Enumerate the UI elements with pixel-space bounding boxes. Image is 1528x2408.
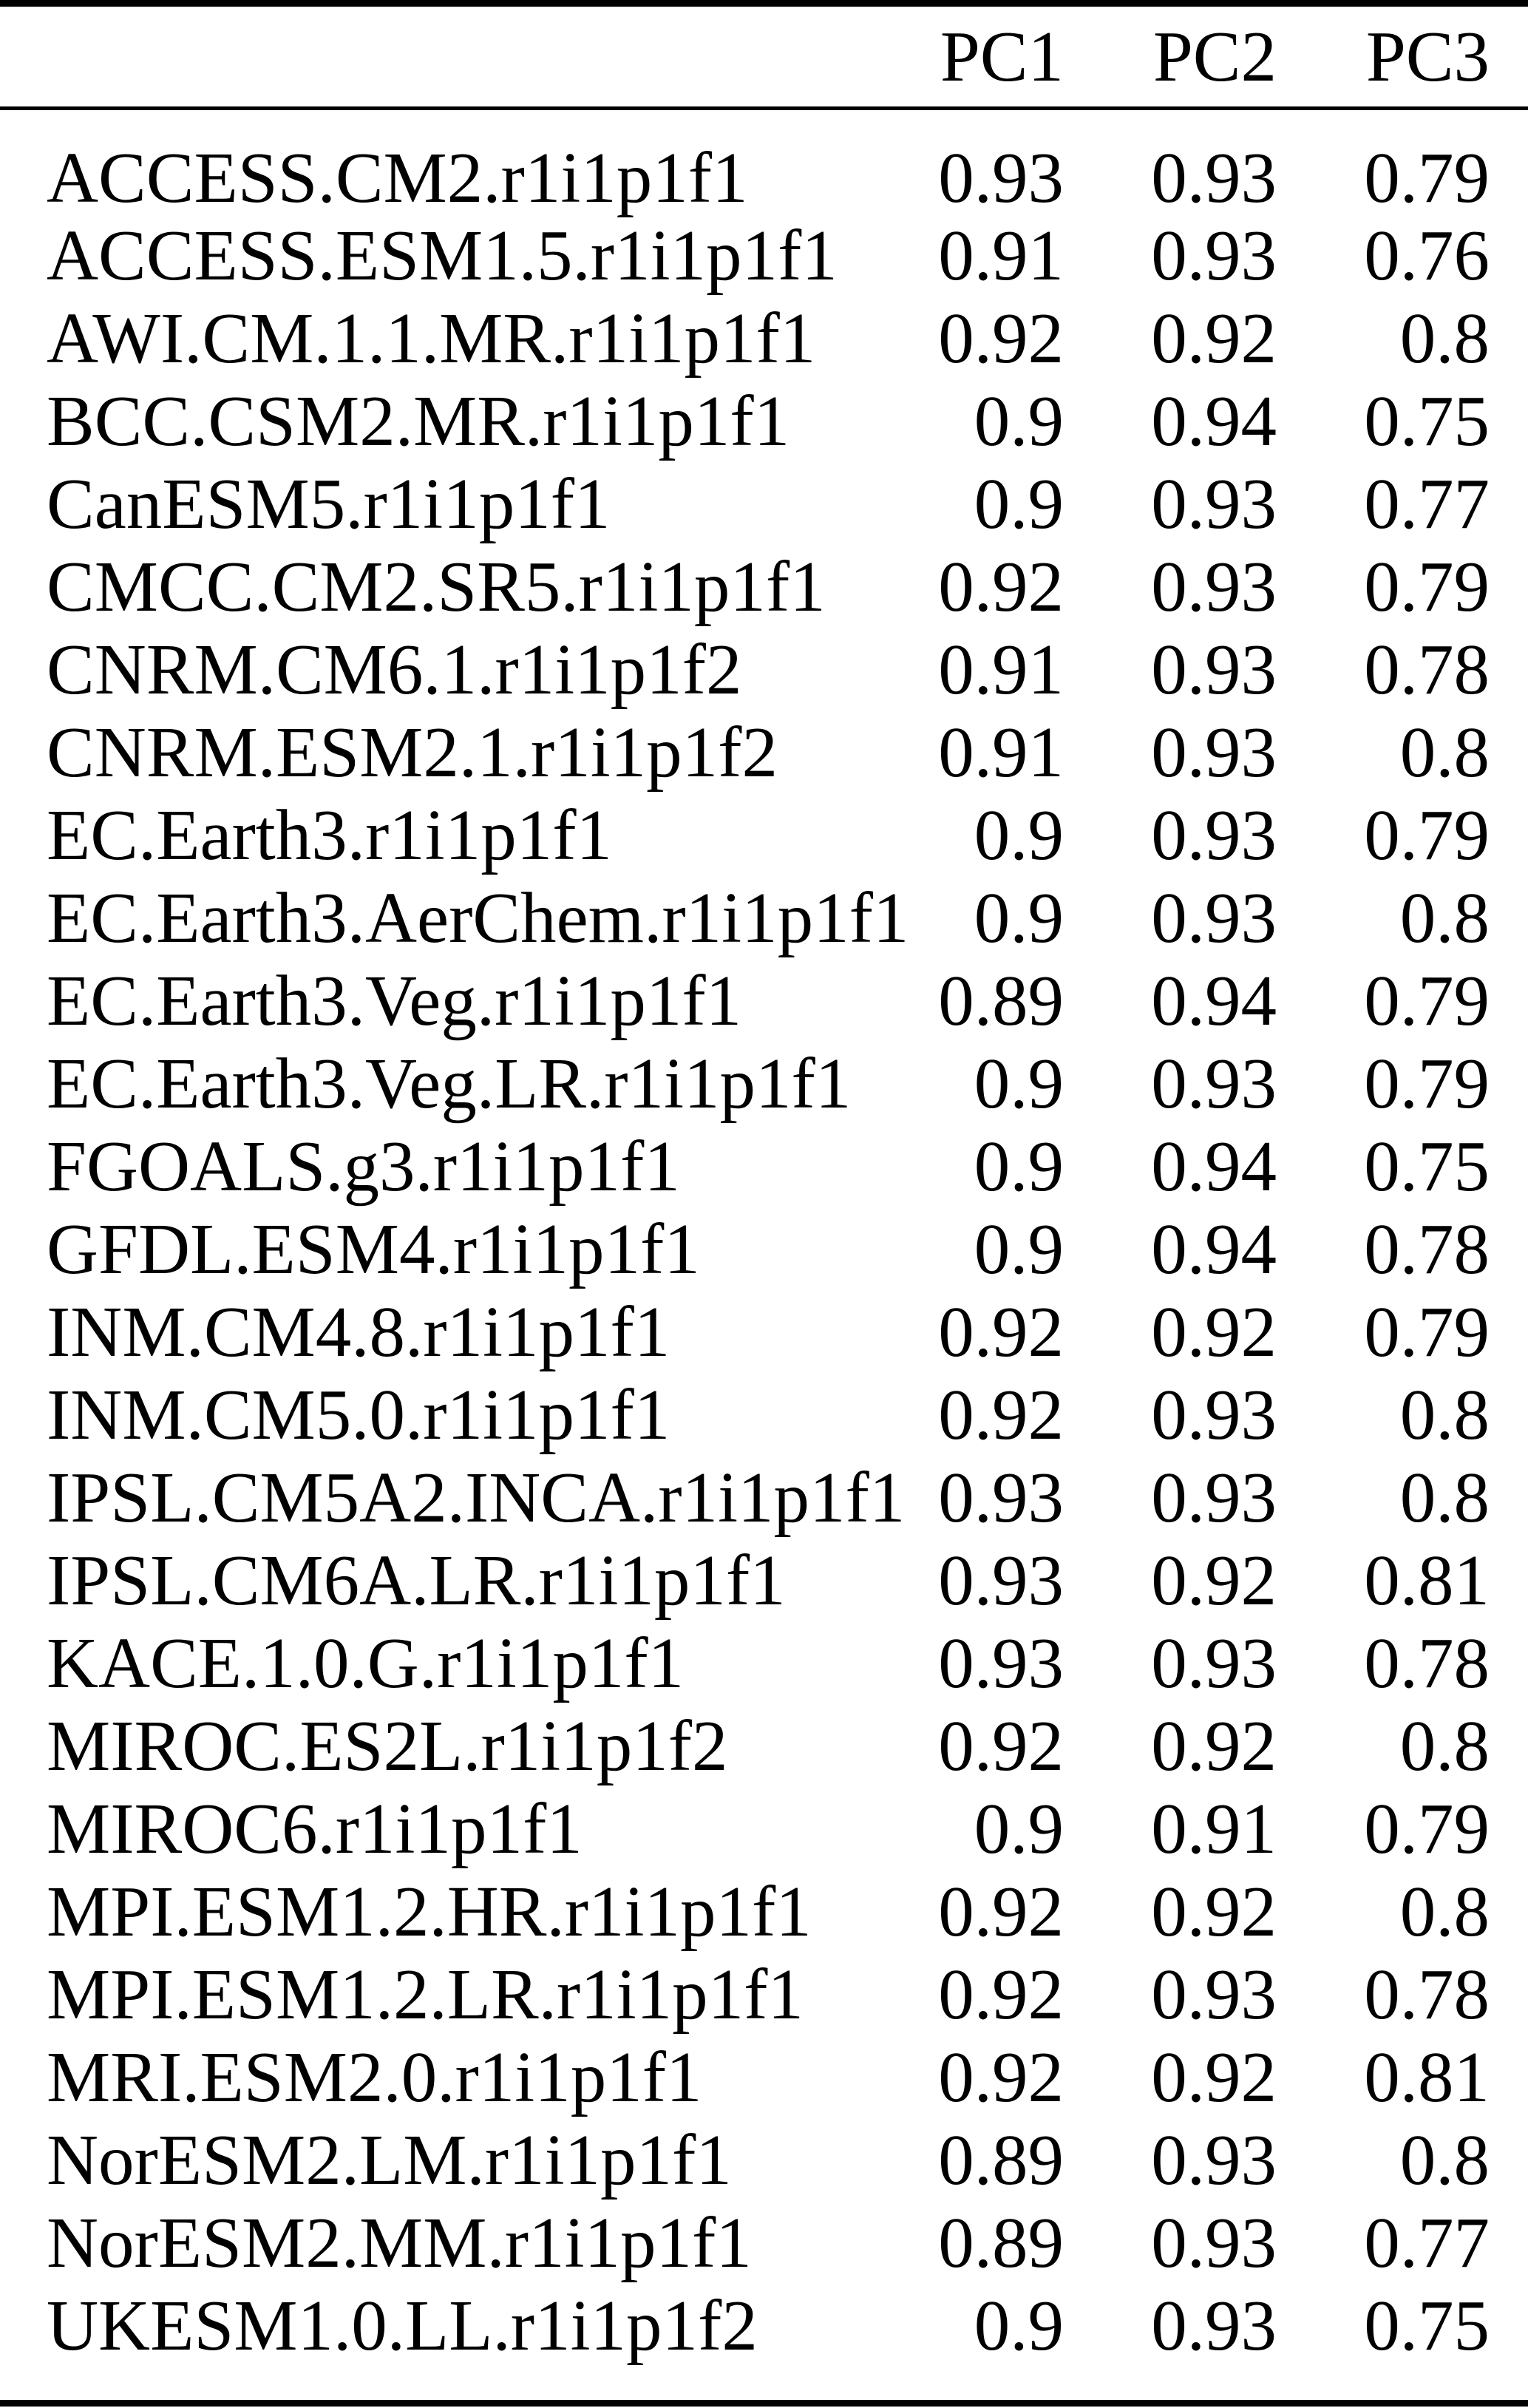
pc2-value-cell: 0.92 xyxy=(1151,1292,1277,1371)
table-row xyxy=(0,2284,1528,2367)
pc2-value-cell: 0.93 xyxy=(1151,1457,1277,1537)
pc2-value-cell: 0.93 xyxy=(1151,712,1277,792)
table-row xyxy=(0,545,1528,628)
pc3-value-cell: 0.8 xyxy=(1399,878,1490,957)
pc3-value-cell: 0.77 xyxy=(1364,2202,1490,2282)
pc3-value-cell: 0.78 xyxy=(1364,1623,1490,1703)
pc1-value-cell: 0.89 xyxy=(938,960,1064,1040)
pc2-value-cell: 0.93 xyxy=(1151,1374,1277,1454)
pc1-value-cell: 0.9 xyxy=(974,1209,1064,1289)
pc3-value-cell: 0.78 xyxy=(1364,1954,1490,2034)
table-row xyxy=(0,462,1528,545)
model-name-cell: KACE.1.0.G.r1i1p1f1 xyxy=(47,1623,685,1703)
pc2-value-cell: 0.93 xyxy=(1151,878,1277,957)
pc2-value-cell: 0.94 xyxy=(1151,1126,1277,1206)
pc2-value-cell: 0.92 xyxy=(1151,1706,1277,1785)
model-column-header xyxy=(0,7,851,106)
pc1-value-cell: 0.9 xyxy=(974,464,1064,543)
pc3-value-cell: 0.77 xyxy=(1364,464,1490,543)
table-body xyxy=(0,106,1528,2367)
pc1-value-cell: 0.92 xyxy=(938,1374,1064,1454)
pc2-value-cell: 0.91 xyxy=(1151,1788,1277,1868)
pc3-value-cell: 0.79 xyxy=(1364,1043,1490,1123)
model-name-cell: INM.CM4.8.r1i1p1f1 xyxy=(47,1292,670,1371)
pc3-value-cell: 0.75 xyxy=(1364,2285,1490,2365)
pc1-value-cell: 0.93 xyxy=(938,1457,1064,1537)
model-name-cell: ACCESS.CM2.r1i1p1f1 xyxy=(47,138,748,217)
pc3-value-cell: 0.8 xyxy=(1399,298,1490,378)
pc3-value-cell: 0.8 xyxy=(1399,2120,1490,2200)
pc2-value-cell: 0.93 xyxy=(1151,464,1277,543)
table-row xyxy=(0,1125,1528,1207)
model-name-cell: EC.Earth3.AerChem.r1i1p1f1 xyxy=(47,878,909,957)
pc2-value-cell: 0.93 xyxy=(1151,215,1277,295)
pc3-value-cell: 0.78 xyxy=(1364,629,1490,709)
table-row xyxy=(0,793,1528,876)
model-name-cell: MIROC.ES2L.r1i1p1f2 xyxy=(47,1706,728,1785)
pc3-value-cell: 0.8 xyxy=(1399,712,1490,792)
model-name-cell: NorESM2.LM.r1i1p1f1 xyxy=(47,2120,732,2200)
model-name-cell: MPI.ESM1.2.HR.r1i1p1f1 xyxy=(47,1871,812,1951)
pc1-value-cell: 0.89 xyxy=(938,2202,1064,2282)
pc1-value-cell: 0.9 xyxy=(974,1126,1064,1206)
table-row xyxy=(0,1373,1528,1456)
pc3-value-cell: 0.79 xyxy=(1364,1788,1490,1868)
pc2-value-cell: 0.93 xyxy=(1151,2202,1277,2282)
model-name-cell: EC.Earth3.Veg.r1i1p1f1 xyxy=(47,960,742,1040)
pc-correlation-table xyxy=(0,7,1528,2367)
pc1-value-cell: 0.9 xyxy=(974,1043,1064,1123)
table-bottom-rule xyxy=(0,2400,1528,2407)
pc3-value-cell: 0.79 xyxy=(1364,1292,1490,1371)
model-name-cell: IPSL.CM6A.LR.r1i1p1f1 xyxy=(47,1540,786,1620)
pc3-value-cell: 0.81 xyxy=(1364,2037,1490,2117)
model-name-cell: CMCC.CM2.SR5.r1i1p1f1 xyxy=(47,546,826,626)
table-row xyxy=(0,959,1528,1042)
pc3-value-cell: 0.79 xyxy=(1364,546,1490,626)
pc2-value-cell: 0.92 xyxy=(1151,298,1277,378)
pc3-value-cell: 0.8 xyxy=(1399,1457,1490,1537)
pc2-value-cell: 0.92 xyxy=(1151,1871,1277,1951)
pc3-value-cell: 0.75 xyxy=(1364,1126,1490,1206)
pc3-value-cell: 0.79 xyxy=(1364,795,1490,875)
pc3-value-cell: 0.78 xyxy=(1364,1209,1490,1289)
table-row xyxy=(0,1207,1528,1290)
model-name-cell: EC.Earth3.Veg.LR.r1i1p1f1 xyxy=(47,1043,852,1123)
pc1-value-cell: 0.91 xyxy=(938,215,1064,295)
pc2-value-cell: 0.93 xyxy=(1151,138,1277,217)
col-header-pc1: PC1 xyxy=(940,17,1064,96)
pc2-value-cell: 0.93 xyxy=(1151,1623,1277,1703)
model-name-cell: FGOALS.g3.r1i1p1f1 xyxy=(47,1126,680,1206)
table-row xyxy=(0,296,1528,379)
model-name-cell: MIROC6.r1i1p1f1 xyxy=(47,1788,583,1868)
pc1-value-cell: 0.93 xyxy=(938,1540,1064,1620)
table-row xyxy=(0,214,1528,296)
pc1-value-cell: 0.92 xyxy=(938,1292,1064,1371)
table-row xyxy=(0,1456,1528,1539)
model-name-cell: ACCESS.ESM1.5.r1i1p1f1 xyxy=(47,215,838,295)
pc2-value-cell: 0.93 xyxy=(1151,2120,1277,2200)
pc1-value-cell: 0.92 xyxy=(938,298,1064,378)
pc1-value-cell: 0.92 xyxy=(938,1954,1064,2034)
pc2-value-cell: 0.94 xyxy=(1151,960,1277,1040)
model-name-cell: MRI.ESM2.0.r1i1p1f1 xyxy=(47,2037,702,2117)
pc1-value-cell: 0.92 xyxy=(938,546,1064,626)
model-name-cell: GFDL.ESM4.r1i1p1f1 xyxy=(47,1209,700,1289)
table-row xyxy=(0,2118,1528,2201)
table-row xyxy=(0,106,1528,214)
table-row xyxy=(0,1621,1528,1704)
table-row xyxy=(0,379,1528,462)
pc1-value-cell: 0.9 xyxy=(974,795,1064,875)
model-name-cell: EC.Earth3.r1i1p1f1 xyxy=(47,795,613,875)
table-row xyxy=(0,1787,1528,1870)
pc3-value-cell: 0.75 xyxy=(1364,381,1490,461)
pc2-value-cell: 0.94 xyxy=(1151,1209,1277,1289)
pc2-value-cell: 0.93 xyxy=(1151,1043,1277,1123)
model-name-cell: AWI.CM.1.1.MR.r1i1p1f1 xyxy=(47,298,816,378)
pc1-value-cell: 0.9 xyxy=(974,381,1064,461)
model-name-cell: IPSL.CM5A2.INCA.r1i1p1f1 xyxy=(47,1457,906,1537)
table-row xyxy=(0,2035,1528,2118)
table-row xyxy=(0,1539,1528,1621)
model-name-cell: NorESM2.MM.r1i1p1f1 xyxy=(47,2202,752,2282)
pc1-value-cell: 0.91 xyxy=(938,712,1064,792)
model-name-cell: CNRM.ESM2.1.r1i1p1f2 xyxy=(47,712,778,792)
pc3-value-cell: 0.81 xyxy=(1364,1540,1490,1620)
header-row xyxy=(0,7,1528,106)
pc3-value-cell: 0.79 xyxy=(1364,138,1490,217)
table-row xyxy=(0,628,1528,710)
pc1-value-cell: 0.91 xyxy=(938,629,1064,709)
pc2-value-cell: 0.93 xyxy=(1151,795,1277,875)
model-name-cell: MPI.ESM1.2.LR.r1i1p1f1 xyxy=(47,1954,804,2034)
col-header-pc2: PC2 xyxy=(1152,17,1277,96)
pc1-value-cell: 0.92 xyxy=(938,1871,1064,1951)
pc1-value-cell: 0.9 xyxy=(974,878,1064,957)
pc2-value-cell: 0.93 xyxy=(1151,2285,1277,2365)
table-row xyxy=(0,710,1528,793)
table-row xyxy=(0,1042,1528,1125)
pc2-value-cell: 0.94 xyxy=(1151,381,1277,461)
pc1-value-cell: 0.89 xyxy=(938,2120,1064,2200)
pc3-value-cell: 0.8 xyxy=(1399,1871,1490,1951)
pc2-value-cell: 0.93 xyxy=(1151,629,1277,709)
pc1-value-cell: 0.9 xyxy=(974,1788,1064,1868)
pc3-value-cell: 0.8 xyxy=(1399,1706,1490,1785)
pc1-value-cell: 0.92 xyxy=(938,1706,1064,1785)
pc2-value-cell: 0.92 xyxy=(1151,1540,1277,1620)
model-name-cell: CanESM5.r1i1p1f1 xyxy=(47,464,611,543)
table-row xyxy=(0,1704,1528,1787)
pc3-value-cell: 0.8 xyxy=(1399,1374,1490,1454)
pc3-value-cell: 0.76 xyxy=(1364,215,1490,295)
pc2-value-cell: 0.93 xyxy=(1151,546,1277,626)
pc1-value-cell: 0.92 xyxy=(938,2037,1064,2117)
pc2-value-cell: 0.93 xyxy=(1151,1954,1277,2034)
table-row xyxy=(0,2201,1528,2284)
pc1-value-cell: 0.93 xyxy=(938,1623,1064,1703)
pc3-value-cell: 0.79 xyxy=(1364,960,1490,1040)
table-row xyxy=(0,1290,1528,1373)
model-name-cell: INM.CM5.0.r1i1p1f1 xyxy=(47,1374,670,1454)
table-row xyxy=(0,1870,1528,1953)
model-name-cell: BCC.CSM2.MR.r1i1p1f1 xyxy=(47,381,790,461)
col-header-pc3: PC3 xyxy=(1365,17,1490,96)
pc1-value-cell: 0.9 xyxy=(974,2285,1064,2365)
pc2-value-cell: 0.92 xyxy=(1151,2037,1277,2117)
table-row xyxy=(0,1953,1528,2035)
model-name-cell: UKESM1.0.LL.r1i1p1f2 xyxy=(47,2285,758,2365)
table-top-rule xyxy=(0,0,1528,7)
pc1-value-cell: 0.93 xyxy=(938,138,1064,217)
model-name-cell: CNRM.CM6.1.r1i1p1f2 xyxy=(47,629,742,709)
table-row xyxy=(0,876,1528,959)
